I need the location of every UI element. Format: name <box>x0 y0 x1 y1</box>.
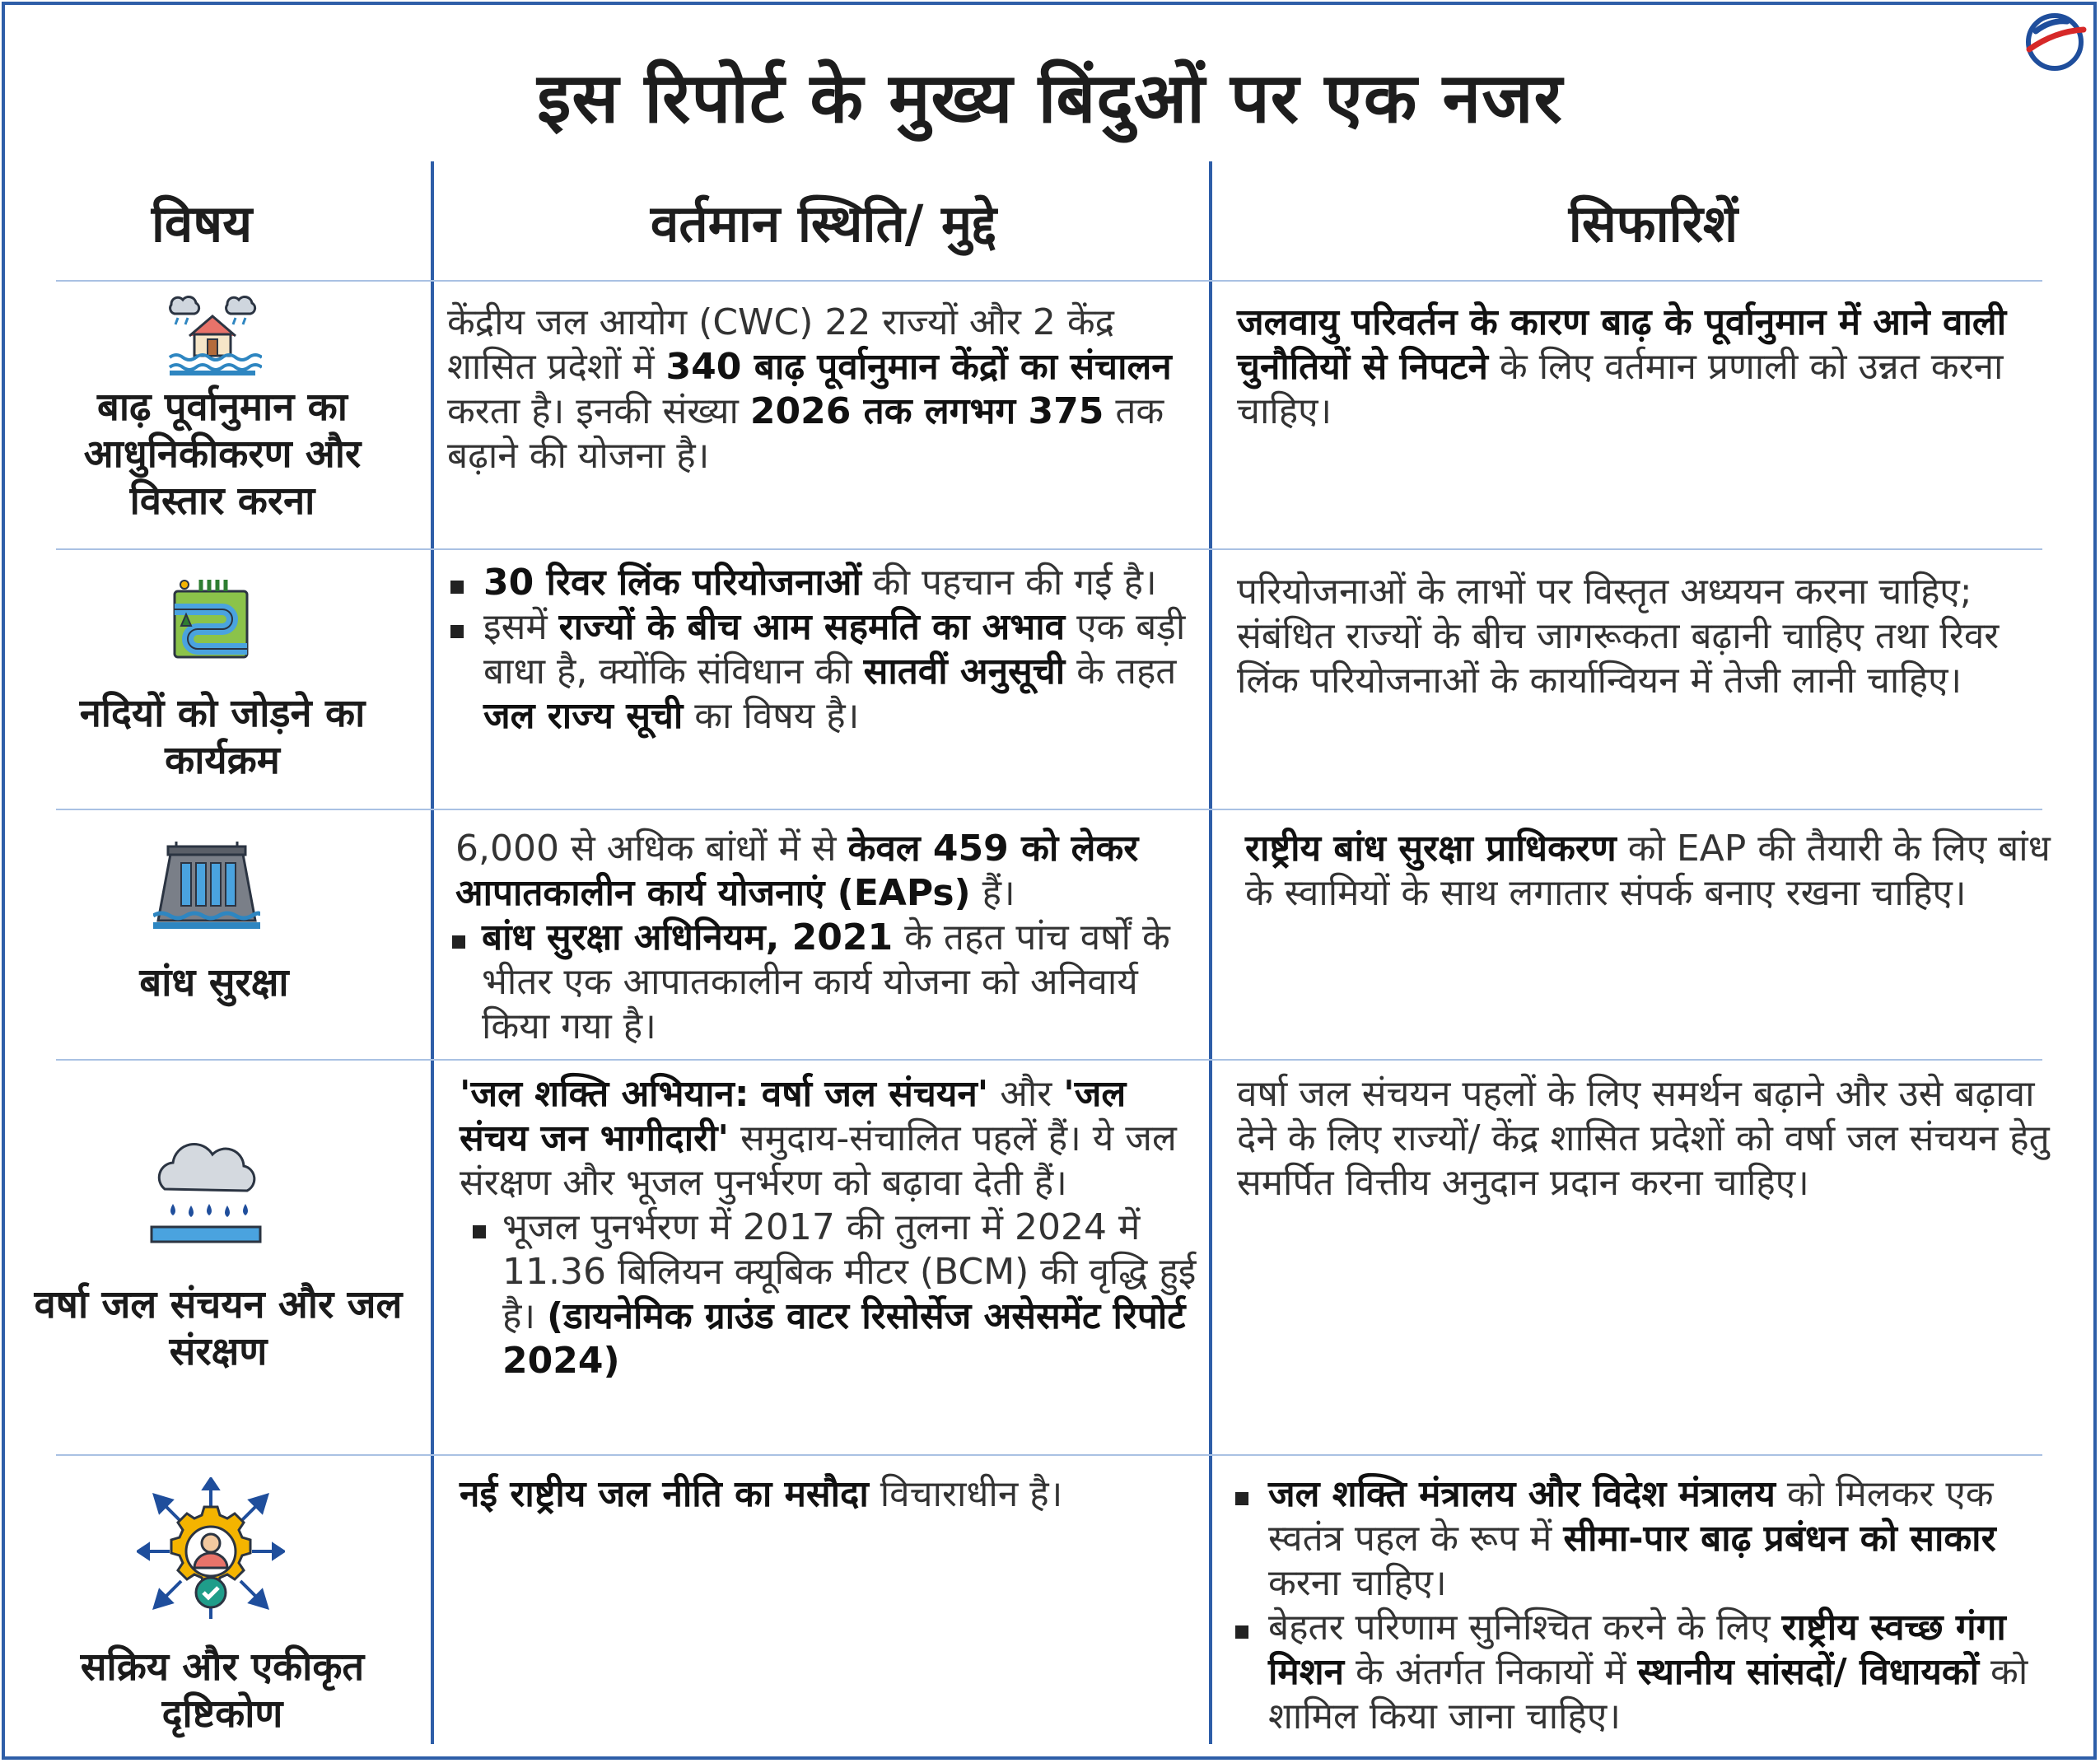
rec-integrated-approach <box>1232 1472 2064 1739</box>
rec-river-linking: परियोजनाओं के लाभों पर विस्तृत अध्ययन करना चाहिए; संबंधित राज्यों के बीच जागरूकता बढ़ानी चाहिए तथा रिवर लिंक परियोजनाओं के कार्यान्वियन में तेजी लानी चाहिए। <box>1237 571 2000 702</box>
rec-rainwater-harvesting: वर्षा जल संचयन पहलों के लिए समर्थन बढ़ाने और उसे बढ़ावा देने के लिए राज्यों/ केंद्र शासित प्रदेशों को वर्षा जल संचयन हेतु समर्पित वित्तीय अनुदान प्रदान करना चाहिए। <box>1237 1073 2050 1204</box>
bullet-item: जल शक्ति मंत्रालय और विदेश मंत्रालय को मिलकर एक स्वतंत्र पहल के रूप में सीमा-पार बाढ़ प्रबंधन को साकार करना चाहिए। <box>1232 1472 2064 1606</box>
row-divider <box>56 1059 2042 1061</box>
row-divider <box>56 280 2042 282</box>
subject-flood-forecasting: बाढ़ पूर्वानुमान का आधुनिकीकरण और विस्तार करना <box>83 385 362 524</box>
subject-integrated-approach: सक्रिय और एकीकृत दृष्टिकोण <box>80 1644 365 1737</box>
bullet-item: बेहतर परिणाम सुनिश्चित करने के लिए राष्ट्रीय स्वच्छ गंगा मिशन के अंतर्गत निकायों में स्थानीय सांसदों/ विधायकों को शामिल किया जाना चाहिए। <box>1232 1606 2064 1739</box>
current-river-linking <box>447 561 1197 739</box>
header-subject: विषय <box>151 194 253 254</box>
header-current-status: वर्तमान स्थिति/ मुद्दे <box>650 194 997 254</box>
column-divider <box>431 161 434 1744</box>
row-divider <box>56 1454 2042 1456</box>
header-recommendations: सिफारिशें <box>1568 194 1738 254</box>
rec-flood-forecasting: जलवायु परिवर्तन के कारण बाढ़ के पूर्वानुमान में आने वाली चुनौतियों से निपटने के लिए वर्तमान प्रणाली को उन्नत करना चाहिए। <box>1237 301 2007 432</box>
rain-cloud-icon <box>148 1140 264 1247</box>
bullet-item: भूजल पुनर्भरण में 2017 की तुलना में 2024 में 11.36 बिलियन क्यूबिक मीटर (BCM) की वृद्धि हुई है। (डायनेमिक ग्राउंड वाटर रिसोर्सेज असेसमेंट रिपोर्ट 2024) <box>469 1206 1201 1383</box>
page-title: इस रिपोर्ट के मुख्य बिंदुओं पर एक नजर <box>537 58 1563 138</box>
row-divider <box>56 548 2042 550</box>
integrated-approach-gear-icon <box>137 1477 285 1625</box>
bullet-item: बांध सुरक्षा अधिनियम, 2021 के तहत पांच वर्षों के भीतर एक आपातकालीन कार्य योजना को अनिवार्य किया गया है। <box>449 916 1205 1049</box>
current-flood-forecasting: केंद्रीय जल आयोग (CWC) 22 राज्यों और 2 केंद्र शासित प्रदेशों में 340 बाढ़ पूर्वानुमान केंद्रों का संचालन करता है। इनकी संख्या 2026 तक लगभग 375 तक बढ़ाने की योजना है। <box>447 301 1172 477</box>
bullet-item: इसमें राज्यों के बीच आम सहमति का अभाव एक बड़ी बाधा है, क्योंकि संविधान की सातवीं अनुसूची के तहत जल राज्य सूची का विषय है। <box>447 605 1197 739</box>
subject-river-linking: नदियों को जोड़ने का कार्यक्रम <box>79 691 366 783</box>
subject-rainwater-harvesting: वर्षा जल संचयन और जल संरक्षण <box>34 1282 403 1374</box>
row-divider <box>56 809 2042 810</box>
current-integrated-approach: नई राष्ट्रीय जल नीति का मसौदा विचाराधीन है। <box>460 1473 1063 1515</box>
subject-dam-safety: बांध सुरक्षा <box>139 960 289 1005</box>
flood-house-icon <box>163 288 262 379</box>
dam-icon <box>153 842 260 932</box>
river-link-icon <box>165 576 255 667</box>
current-dam-safety: 6,000 से अधिक बांधों में से केवल 459 को लेकर आपातकालीन कार्य योजनाएं (EAPs) हैं। बांध सुरक्षा अधिनियम, 2021 के तहत पांच वर्षों के भीतर एक आपातकालीन कार्य योजना को अनिवार्य किया गया है। <box>455 827 1205 1049</box>
bullet-item: 30 रिवर लिंक परियोजनाओं की पहचान की गई है। <box>447 561 1197 605</box>
column-divider <box>1209 161 1212 1744</box>
current-rainwater-harvesting: 'जल शक्ति अभियान: वर्षा जल संचयन' और 'जल संचय जन भागीदारी' समुदाय-संचालित पहलें हैं। ये जल संरक्षण और भूजल पुनर्भरण को बढ़ावा देती हैं। भूजल पुनर्भरण में 2017 की तुलना में 2024 में 11.36 बिलियन क्यूबिक मीटर (BCM) की वृद्धि हुई है। (डायनेमिक ग्राउंड वाटर रिसोर्सेज असेसमेंट रिपोर्ट 2024) <box>460 1072 1201 1383</box>
rec-dam-safety: राष्ट्रीय बांध सुरक्षा प्राधिकरण को EAP की तैयारी के लिए बांध के स्वामियों के साथ लगातार संपर्क बनाए रखना चाहिए। <box>1245 828 2051 914</box>
